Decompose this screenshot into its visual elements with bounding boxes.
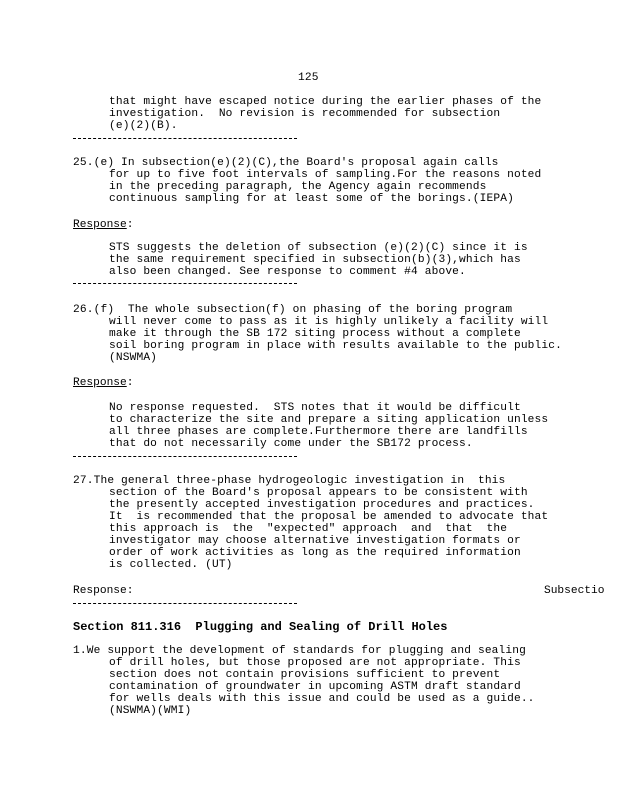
response-label: Response:	[73, 219, 134, 231]
comment-27-line: investigator may choose alternative investigation formats or	[109, 535, 521, 547]
response-26-line: all three phases are complete.Furthermore there are landfills	[109, 426, 528, 438]
comment-27-line: is collected. (UT)	[109, 559, 233, 571]
comment-1-line: contamination of groundwater in upcoming ASTM draft standard	[109, 681, 521, 693]
section-heading: Section 811.316 Plugging and Sealing of Drill Holes	[73, 620, 448, 634]
comment-25-line: for up to five foot intervals of sampling.For the reasons noted	[109, 169, 542, 181]
divider-line	[73, 283, 297, 284]
comment-1-line: of drill holes, but those proposed are not appropriate. This	[109, 657, 521, 669]
comment-1-line: (NSWMA)(WMI)	[109, 705, 192, 717]
paragraph-line: investigation. No revision is recommended for subsection	[109, 108, 501, 120]
response-26-line: that do not necessarily come under the SB172 process.	[109, 438, 473, 450]
response-25-line: also been changed. See response to comment #4 above.	[109, 266, 466, 278]
divider-line	[73, 603, 297, 604]
comment-1-line: 1.We support the development of standards for plugging and sealing	[73, 645, 526, 657]
paragraph-line: (e)(2)(B).	[109, 120, 178, 132]
comment-27-line: this approach is the "expected" approach and that the	[109, 523, 508, 535]
comment-26-line: 26.(f) The whole subsection(f) on phasing of the boring program	[73, 304, 513, 316]
comment-27-line: the presently accepted investigation procedures and practices.	[109, 499, 535, 511]
comment-25-line: in the preceding paragraph, the Agency again recommends	[109, 181, 487, 193]
response-label: Response:	[73, 377, 134, 389]
comment-26-line: will never come to pass as it is highly unlikely a facility will	[109, 316, 549, 328]
response-25-line: the same requirement specified in subsection(b)(3),which has	[109, 254, 521, 266]
divider-line	[73, 456, 297, 457]
comment-27-line: order of work activities as long as the required information	[109, 547, 521, 559]
page-number: 125	[298, 72, 319, 84]
divider-line	[73, 138, 297, 139]
comment-26-line: make it through the SB 172 siting process without a complete	[109, 328, 521, 340]
paragraph-line: that might have escaped notice during the earlier phases of the	[109, 96, 542, 108]
comment-25-line: continuous sampling for at least some of the borings.(IEPA)	[109, 193, 514, 205]
comment-1-line: for wells deals with this issue and could be used as a guide..	[109, 693, 535, 705]
response-26-line: to characterize the site and prepare a siting application unless	[109, 414, 549, 426]
comment-25-line: 25.(e) In subsection(e)(2)(C),the Board's proposal again calls	[73, 157, 499, 169]
comment-26-line: soil boring program in place with results available to the public.	[109, 340, 562, 352]
response-label: Response:	[73, 585, 134, 597]
truncated-subsection-text: Subsectio	[544, 585, 605, 597]
response-26-line: No response requested. STS notes that it would be difficult	[109, 402, 521, 414]
comment-27-line: 27.The general three-phase hydrogeologic investigation in this	[73, 475, 506, 487]
comment-1-line: section does not contain provisions sufficient to prevent	[109, 669, 501, 681]
comment-26-line: (NSWMA)	[109, 352, 158, 364]
comment-27-line: It is recommended that the proposal be amended to advocate that	[109, 511, 549, 523]
comment-27-line: section of the Board's proposal appears to be consistent with	[109, 487, 528, 499]
response-25-line: STS suggests the deletion of subsection (e)(2)(C) since it is	[109, 242, 528, 254]
